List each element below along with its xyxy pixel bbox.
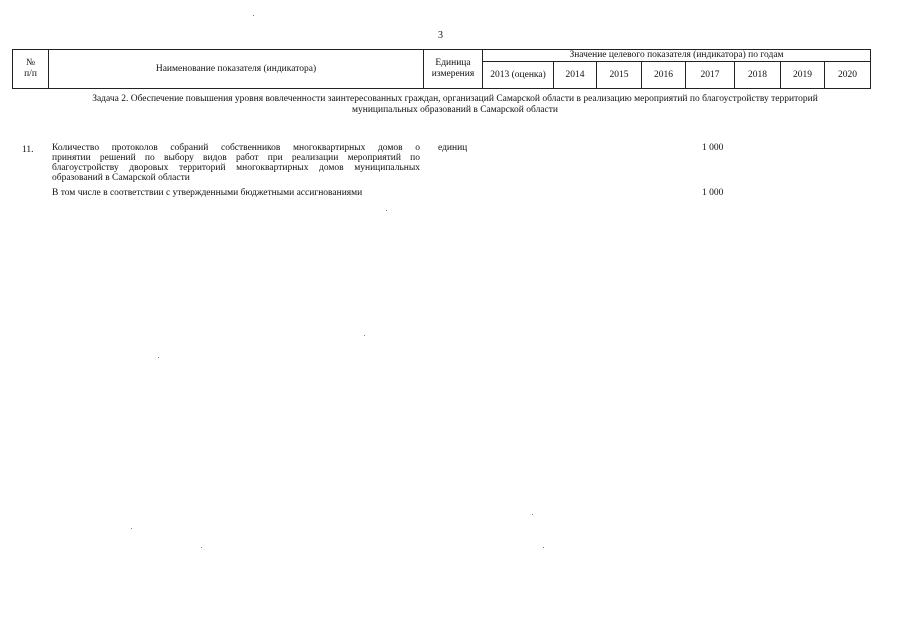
scan-speck [131,528,132,529]
page-number: 3 [438,30,443,41]
indicator-table-header [12,49,871,89]
task-line1: Задача 2. Обеспечение повышения уровня вовлеченности заинтересованных граждан, организаций Самарской области в реализацию мероприятий по благоустройству территорий [92,94,818,104]
year-header-2018: 2018 [735,62,781,89]
value-2017: 1 000 [702,143,724,153]
year-header-2013: 2013 (оценка) [483,62,554,89]
indicator-line3: благоустройству дворовых территорий многоквартирных домов муниципальных [52,163,420,173]
task-heading [40,94,870,116]
scan-speck [158,357,159,358]
num-header-line2: п/п [24,69,37,79]
num-header-line1: № [25,58,36,68]
scan-speck [253,15,254,16]
year-header-2016: 2016 [642,62,686,89]
name-column-header: Наименование показателя (индикатора) [49,50,424,89]
indicator-line1: Количество протоколов собраний собственников многоквартирных домов о [52,143,420,153]
indicator-name [52,143,420,183]
indicator-line2: принятии решений по выбору видов работ при реализации мероприятий по [52,153,420,163]
year-header-2017: 2017 [686,62,735,89]
values-group-header: Значение целевого показателя (индикатора) по годам [483,50,871,62]
year-header-2020: 2020 [825,62,871,89]
unit-column-header [424,50,483,89]
year-header-2014: 2014 [554,62,597,89]
num-column-header [13,50,49,89]
sub-value-2017: 1 000 [702,188,724,198]
unit-value: единиц [438,143,468,153]
year-header-2015: 2015 [597,62,642,89]
indicator-line4: образований в Самарской области [52,173,190,183]
scan-speck [201,547,202,548]
scan-speck [364,335,365,336]
unit-header-line2: измерения [431,69,475,79]
scan-speck [543,547,544,548]
row-number: 11. [22,145,34,155]
scan-speck [386,210,387,211]
scan-speck [532,514,533,515]
sub-row-label: В том числе в соответствии с утвержденными бюджетными ассигнованиями [52,188,363,198]
unit-header-line1: Единица [435,58,471,68]
task-line2: муниципальных образований в Самарской области [352,105,558,115]
year-header-2019: 2019 [781,62,825,89]
